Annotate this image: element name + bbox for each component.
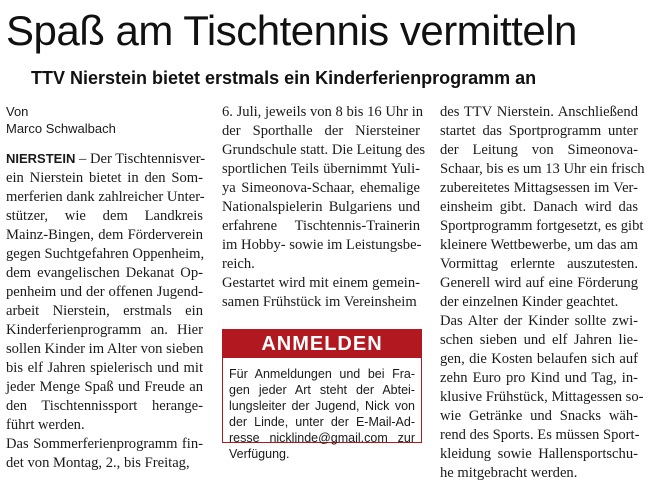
text-line: arbeit Nierstein, erstmals ein [6,303,203,319]
text-line: lungsleiter der Jugend, Nick von [229,399,415,413]
text-line: reich. [222,256,255,272]
text-line: sportlichen Teils übernimmt Yuli- [222,161,420,177]
text-line: Mainz-Bingen, dem Förderverein [6,227,203,243]
text-line: Schaar, bis es um 13 Uhr ein frisch [440,161,645,177]
text-line: dem evangelischen Dekanat Op- [6,265,203,281]
text-line: rend des Sports. Es müssen Sport- [440,427,640,443]
text-line: kleidung sowie Hallensportschu- [440,446,638,462]
text-line: Nationalspielerin Bulgariens und [222,199,420,215]
article-column-2 [222,103,426,312]
text-line: startet das Sportprogramm unter [440,123,638,139]
info-box-text [223,358,421,462]
text-line: erfahrene Tischtennis-Trainerin [222,218,420,234]
text-line: gen jeder Art steht der Abtei- [229,383,415,397]
text-line: zehn Euro pro Kind und Tag, in- [440,370,638,386]
registration-info-box [222,329,422,461]
text-line: der Linde, unter der E-Mail-Ad- [229,415,415,429]
info-box-title: ANMELDEN [223,330,421,358]
text-line: he mitgebracht werden. [440,465,578,481]
article-column-1 [6,103,206,473]
text-line: Das Alter der Kinder sollte zwi- [440,313,638,329]
text-line: Verfügung. [229,447,290,461]
subheadline: TTV Nierstein bietet erstmals ein Kinderferienprogramm an [31,68,537,88]
text-line: det von Montag, 2., bis Freitag, [6,455,190,471]
text-line: Kinderferienprogramm an. Hier [6,322,203,338]
text-line: Das Sommerferienprogramm fin- [6,436,203,452]
text-line: gen, die Kosten belaufen sich auf [440,351,638,367]
text-line: zubereitetes Mittagsessen im Ver- [440,180,638,196]
text-line: kleinere Wettbewerbe, um das am [440,237,638,253]
column-3-text [440,103,645,483]
text-line: wie Getränke und Snacks wäh- [440,408,638,424]
text-line: merferien dank zahlreicher Unter- [6,189,205,205]
text-line: den Tischtennissport herange- [6,398,203,414]
text-line: Vormittag erlernte auszutesten. [440,256,638,272]
text-line: penheim und der offenen Jugend- [6,284,203,300]
text-line: einsheim gibt. Danach wird das [440,199,638,215]
text-line: der Leitung von Simeonova- [440,142,638,158]
text-line: des TTV Nierstein. Anschließend [440,104,638,120]
text-line: sollen Kinder im Alter von sieben [6,341,204,357]
text-line: resse nicklinde@gmail.com zur [229,431,415,445]
article-column-3 [440,103,645,483]
text-fragment: – Der Tischtennisver- [75,151,206,167]
text-line: der Sporthalle der Niersteiner [222,123,420,139]
text-line: Gestartet wird mit einem gemein- [222,275,420,291]
headline: Spaß am Tischtennis vermitteln [6,7,577,54]
text-line: ya Simeonova-Schaar, ehemalige [222,180,420,196]
text-line: der einzelnen Kinder geachtet. [440,294,619,310]
text-line: Für Anmeldungen und bei Fra- [229,367,415,381]
text-line: jeder Menge Spaß und Freude an [6,379,203,395]
text-line: schen sieben und elf Jahren lie- [440,332,638,348]
text-line: gegen Suchtgefahren Oppenheim, [6,246,205,262]
text-line: führt werden. [6,417,85,433]
text-line [6,149,206,169]
text-line: 6. Juli, jeweils von 8 bis 16 Uhr in [222,104,424,120]
text-line: im Hobby- sowie im Leistungsbe- [222,237,422,253]
text-line: Sportprogramm fortgesetzt, es gibt [440,218,644,234]
byline [6,103,203,137]
text-line: bis elf Jahren spielerisch und mit [6,360,203,376]
text-line: klusive Frühstück, Mittagessen so- [440,389,644,405]
byline-author: Marco Schwalbach [6,121,116,136]
text-line: samen Frühstück im Vereinsheim [222,294,417,310]
text-line: ein Nierstein bietet in den Som- [6,170,203,186]
dateline: NIERSTEIN [6,151,76,166]
column-1-text [6,149,206,473]
text-line: Grundschule statt. Die Leitung des [222,142,426,158]
text-line: Generell wird auf eine Förderung [440,275,638,291]
column-2-text [222,103,426,312]
text-line: stützer, wie dem Landkreis [6,208,203,224]
byline-von: Von [6,104,29,119]
